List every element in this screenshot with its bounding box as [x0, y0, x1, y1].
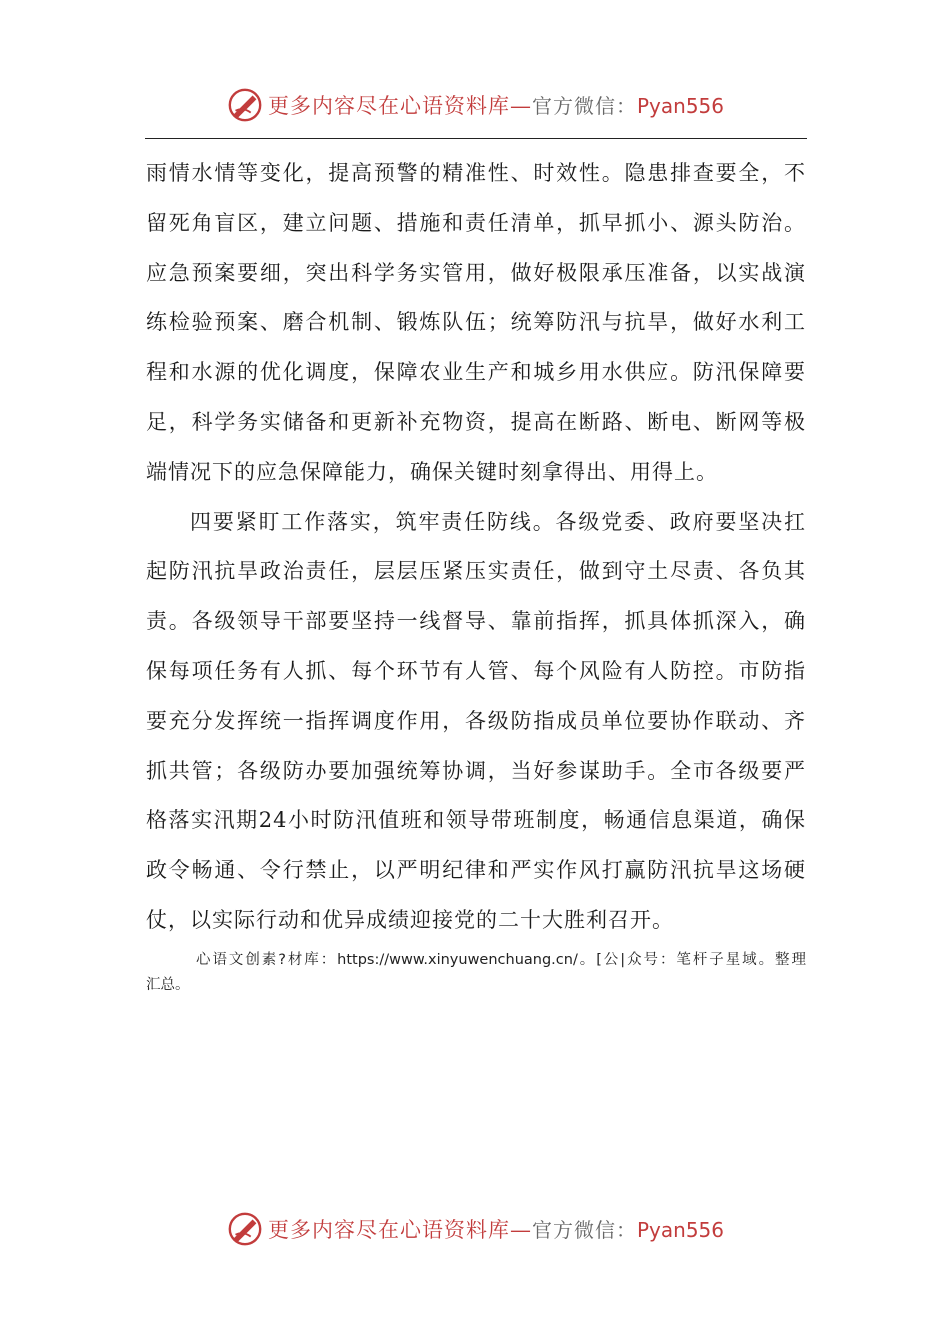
source-note-line: 心语文创素?材库：https://www.xinyuwenchuang.cn/。[公|众号：笔杆子星域。整理 — [196, 951, 806, 968]
footer-banner — [0, 1204, 950, 1254]
body-line: 责。各级领导干部要坚持一线督导、靠前指挥，抓具体抓深入，确 — [146, 609, 806, 634]
body-line: 要充分发挥统一指挥调度作用，各级防指成员单位要协作联动、齐 — [146, 708, 806, 733]
header-banner — [0, 80, 950, 130]
body-line: 应急预案要细，突出科学务实管用，做好极限承压准备，以实战演 — [146, 260, 806, 285]
body-line: 政令畅通、令行禁止，以严明纪律和严实作风打赢防汛抗旱这场硬 — [146, 858, 806, 883]
body-line: 练检验预案、磨合机制、锻炼队伍；统筹防汛与抗旱，做好水利工 — [146, 310, 806, 335]
source-note-line: 汇总。 — [146, 976, 190, 993]
body-line: 足，科学务实储备和更新补充物资，提高在断路、断电、断网等极 — [146, 409, 806, 434]
pen-logo-icon — [226, 86, 264, 124]
header-banner-text: 更多内容尽在心语资料库—官方微信：Pyan556 — [267, 94, 724, 118]
pen-logo-icon — [226, 1210, 264, 1248]
body-line: 保每项任务有人抓、每个环节有人管、每个风险有人防控。市防指 — [146, 658, 806, 683]
header-divider — [145, 138, 807, 139]
body-line: 抓共管；各级防办要加强统筹协调，当好参谋助手。全市各级要严 — [146, 758, 806, 783]
document-body — [146, 149, 806, 998]
body-line: 留死角盲区，建立问题、措施和责任清单，抓早抓小、源头防治。 — [146, 210, 806, 235]
body-line: 雨情水情等变化，提高预警的精准性、时效性。隐患排查要全，不 — [146, 161, 806, 185]
footer-banner-text: 更多内容尽在心语资料库—官方微信：Pyan556 — [267, 1218, 724, 1242]
body-line: 起防汛抗旱政治责任，层层压紧压实责任，做到守土尽责、各负其 — [146, 559, 806, 584]
body-line: 程和水源的优化调度，保障农业生产和城乡用水供应。防汛保障要 — [146, 360, 806, 385]
paragraph-start-line: 四要紧盯工作落实，筑牢责任防线。各级党委、政府要坚决扛 — [190, 509, 806, 534]
source-note — [146, 948, 806, 998]
body-line: 端情况下的应急保障能力，确保关键时刻拿得出、用得上。 — [146, 459, 718, 484]
body-line: 仗，以实际行动和优异成绩迎接党的二十大胜利召开。 — [146, 907, 674, 932]
body-line: 格落实汛期24小时防汛值班和领导带班制度，畅通信息渠道，确保 — [146, 808, 806, 833]
